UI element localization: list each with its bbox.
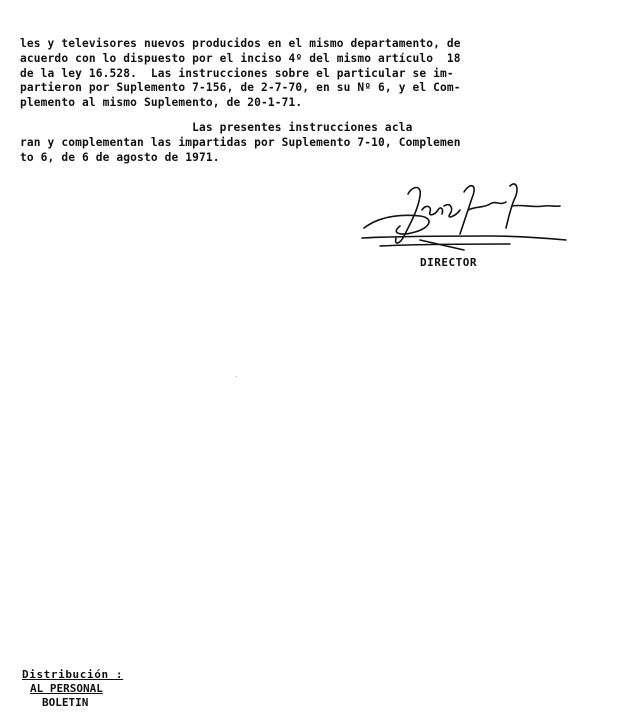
- paragraph-clarification: [20, 121, 570, 165]
- signatory-title: DIRECTOR: [420, 256, 477, 269]
- text-line: Las presentes instrucciones acla: [20, 121, 413, 134]
- text-line: to 6, de 6 de agosto de 1971.: [20, 150, 220, 164]
- scan-speck: [236, 376, 237, 377]
- distribution-item: AL PERSONAL: [30, 682, 103, 695]
- text-line: de la ley 16.528. Las instrucciones sobre el particular se im-: [20, 66, 454, 80]
- distribution-title: Distribución :: [22, 668, 124, 681]
- text-line: acuerdo con lo dispuesto por el inciso 4º del mismo artículo 18: [20, 51, 461, 65]
- distribution-item: BOLETIN: [42, 696, 89, 709]
- handwritten-signature: [360, 176, 570, 256]
- text-line: les y televisores nuevos producidos en el mismo departamento, de: [20, 37, 461, 50]
- text-line: plemento al mismo Suplemento, de 20-1-71.: [20, 96, 303, 110]
- paragraph-instructions: [20, 37, 570, 111]
- text-line: partieron por Suplemento 7-156, de 2-7-70, en su Nº 6, y el Com-: [20, 81, 461, 95]
- text-line: ran y complementan las impartidas por Suplemento 7-10, Complemen: [20, 135, 461, 149]
- distribution-block: [22, 668, 123, 710]
